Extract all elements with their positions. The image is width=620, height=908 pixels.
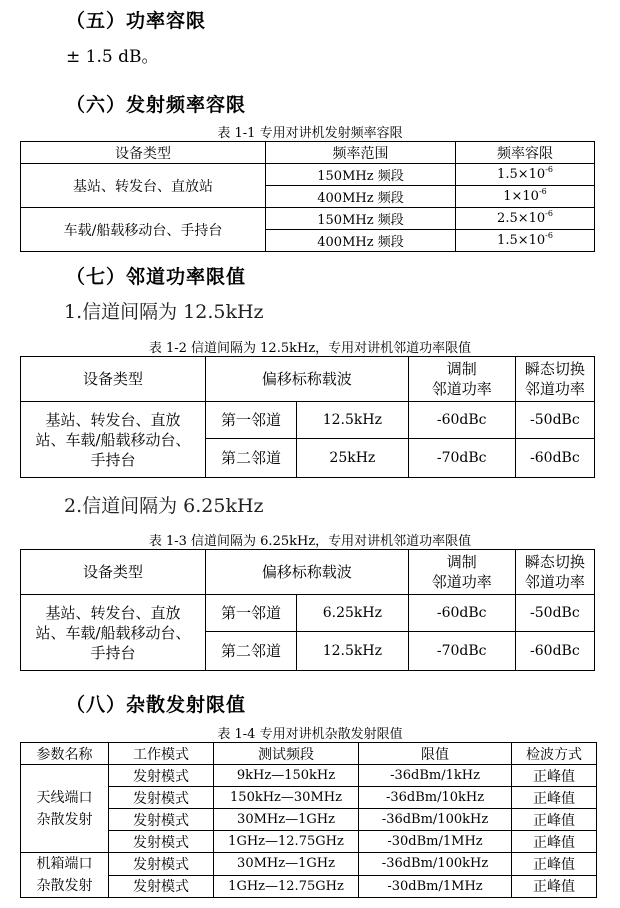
tolerance-cell: $1\times 10^{-6}$ [456, 186, 595, 208]
mode-cell: 发射模式 [109, 853, 214, 876]
table-header-row [21, 550, 595, 595]
detector-cell: 正峰值 [512, 809, 597, 831]
mode-cell: 发射模式 [109, 809, 214, 831]
band-cell: 30MHz—1GHz [214, 853, 359, 876]
device-type-cell: 车载/船载移动台、手持台 [21, 208, 266, 252]
table-1-caption: 表 1-1 专用对讲机发射频率容限 [217, 126, 403, 141]
transient-cell: -50dBc [515, 402, 594, 439]
table-header-cell: 频率容限 [456, 142, 595, 164]
table-header-cell: 检波方式 [512, 743, 597, 765]
table-4 [20, 742, 597, 898]
limit-cell: -30dBm/1MHz [359, 875, 512, 898]
transient-cell: -60dBc [515, 439, 594, 478]
band-cell: 30MHz—1GHz [214, 809, 359, 831]
table-header-cell: 瞬态切换 邻道功率 [515, 357, 594, 402]
detector-cell: 正峰值 [512, 853, 597, 876]
table-header-cell: 调制 邻道功率 [408, 357, 515, 402]
modulation-cell: -60dBc [408, 402, 515, 439]
modulation-cell: -70dBc [408, 632, 515, 671]
table-header-cell: 设备类型 [21, 357, 206, 402]
subsection-2-title: 2.信道间隔为 6.25kHz [64, 495, 264, 517]
channel-cell: 第二邻道 [206, 632, 297, 671]
table-header-cell: 偏移标称载波 [206, 357, 409, 402]
table-header-row [21, 142, 595, 164]
tolerance-cell: $2.5\times 10^{-6}$ [456, 208, 595, 230]
offset-cell: 12.5kHz [297, 632, 409, 671]
transient-cell: -60dBc [515, 632, 594, 671]
mode-cell: 发射模式 [109, 875, 214, 898]
table-header-row [21, 743, 597, 765]
table-row [21, 402, 595, 439]
limit-cell: -36dBm/1kHz [359, 765, 512, 787]
band-cell: 1GHz—12.75GHz [214, 875, 359, 898]
table-3-caption: 表 1-3 信道间隔为 6.25kHz，专用对讲机邻道功率限值 [148, 534, 472, 549]
table-2-caption: 表 1-2 信道间隔为 12.5kHz，专用对讲机邻道功率限值 [148, 341, 472, 356]
table-row [21, 853, 597, 876]
offset-cell: 25kHz [297, 439, 409, 478]
mode-cell: 发射模式 [109, 787, 214, 809]
detector-cell: 正峰值 [512, 765, 597, 787]
limit-cell: -36dBm/100kHz [359, 853, 512, 876]
range-cell: 150MHz 频段 [266, 208, 456, 230]
table-row [21, 208, 595, 230]
table-4-caption: 表 1-4 专用对讲机杂散发射限值 [217, 727, 403, 742]
channel-cell: 第二邻道 [206, 439, 297, 478]
tolerance-cell: $1.5\times 10^{-6}$ [456, 164, 595, 186]
range-cell: 150MHz 频段 [266, 164, 456, 186]
table-row [21, 765, 597, 787]
table-header-row [21, 357, 595, 402]
range-cell: 400MHz 频段 [266, 230, 456, 252]
table-2 [20, 356, 595, 478]
band-cell: 150kHz—30MHz [214, 787, 359, 809]
limit-cell: -36dBm/100kHz [359, 809, 512, 831]
section-6-title: （六）发射频率容限 [66, 94, 247, 116]
table-header-cell: 频率范围 [266, 142, 456, 164]
parameter-cell: 天线端口 杂散发射 [21, 765, 109, 853]
device-type-cell: 基站、转发台、直放 站、车载/船载移动台、 手持台 [21, 595, 206, 671]
table-header-cell: 测试频段 [214, 743, 359, 765]
offset-cell: 12.5kHz [297, 402, 409, 439]
channel-cell: 第一邻道 [206, 402, 297, 439]
band-cell: 9kHz—150kHz [214, 765, 359, 787]
detector-cell: 正峰值 [512, 831, 597, 853]
parameter-cell: 机箱端口 杂散发射 [21, 853, 109, 898]
modulation-cell: -60dBc [408, 595, 515, 632]
section-5-text: ± 1.5 dB。 [66, 47, 159, 67]
offset-cell: 6.25kHz [297, 595, 409, 632]
limit-cell: -30dBm/1MHz [359, 831, 512, 853]
table-row [21, 164, 595, 186]
band-cell: 1GHz—12.75GHz [214, 831, 359, 853]
table-1 [20, 141, 595, 252]
device-type-cell: 基站、转发台、直放站 [21, 164, 266, 208]
table-3 [20, 549, 595, 671]
transient-cell: -50dBc [515, 595, 594, 632]
table-header-cell: 设备类型 [21, 550, 206, 595]
range-cell: 400MHz 频段 [266, 186, 456, 208]
section-5-title: （五）功率容限 [66, 10, 207, 32]
mode-cell: 发射模式 [109, 831, 214, 853]
limit-cell: -36dBm/10kHz [359, 787, 512, 809]
tolerance-cell: $1.5\times 10^{-6}$ [456, 230, 595, 252]
detector-cell: 正峰值 [512, 787, 597, 809]
table-header-cell: 限值 [359, 743, 512, 765]
table-header-cell: 参数名称 [21, 743, 109, 765]
table-header-cell: 工作模式 [109, 743, 214, 765]
section-8-title: （八）杂散发射限值 [66, 694, 247, 716]
detector-cell: 正峰值 [512, 875, 597, 898]
mode-cell: 发射模式 [109, 765, 214, 787]
table-header-cell: 设备类型 [21, 142, 266, 164]
channel-cell: 第一邻道 [206, 595, 297, 632]
device-type-cell: 基站、转发台、直放 站、车载/船载移动台、 手持台 [21, 402, 206, 478]
modulation-cell: -70dBc [408, 439, 515, 478]
table-header-cell: 瞬态切换 邻道功率 [515, 550, 594, 595]
subsection-1-title: 1.信道间隔为 12.5kHz [64, 301, 264, 323]
section-7-title: （七）邻道功率限值 [66, 266, 247, 288]
table-header-cell: 调制 邻道功率 [408, 550, 515, 595]
table-row [21, 595, 595, 632]
table-header-cell: 偏移标称载波 [206, 550, 409, 595]
